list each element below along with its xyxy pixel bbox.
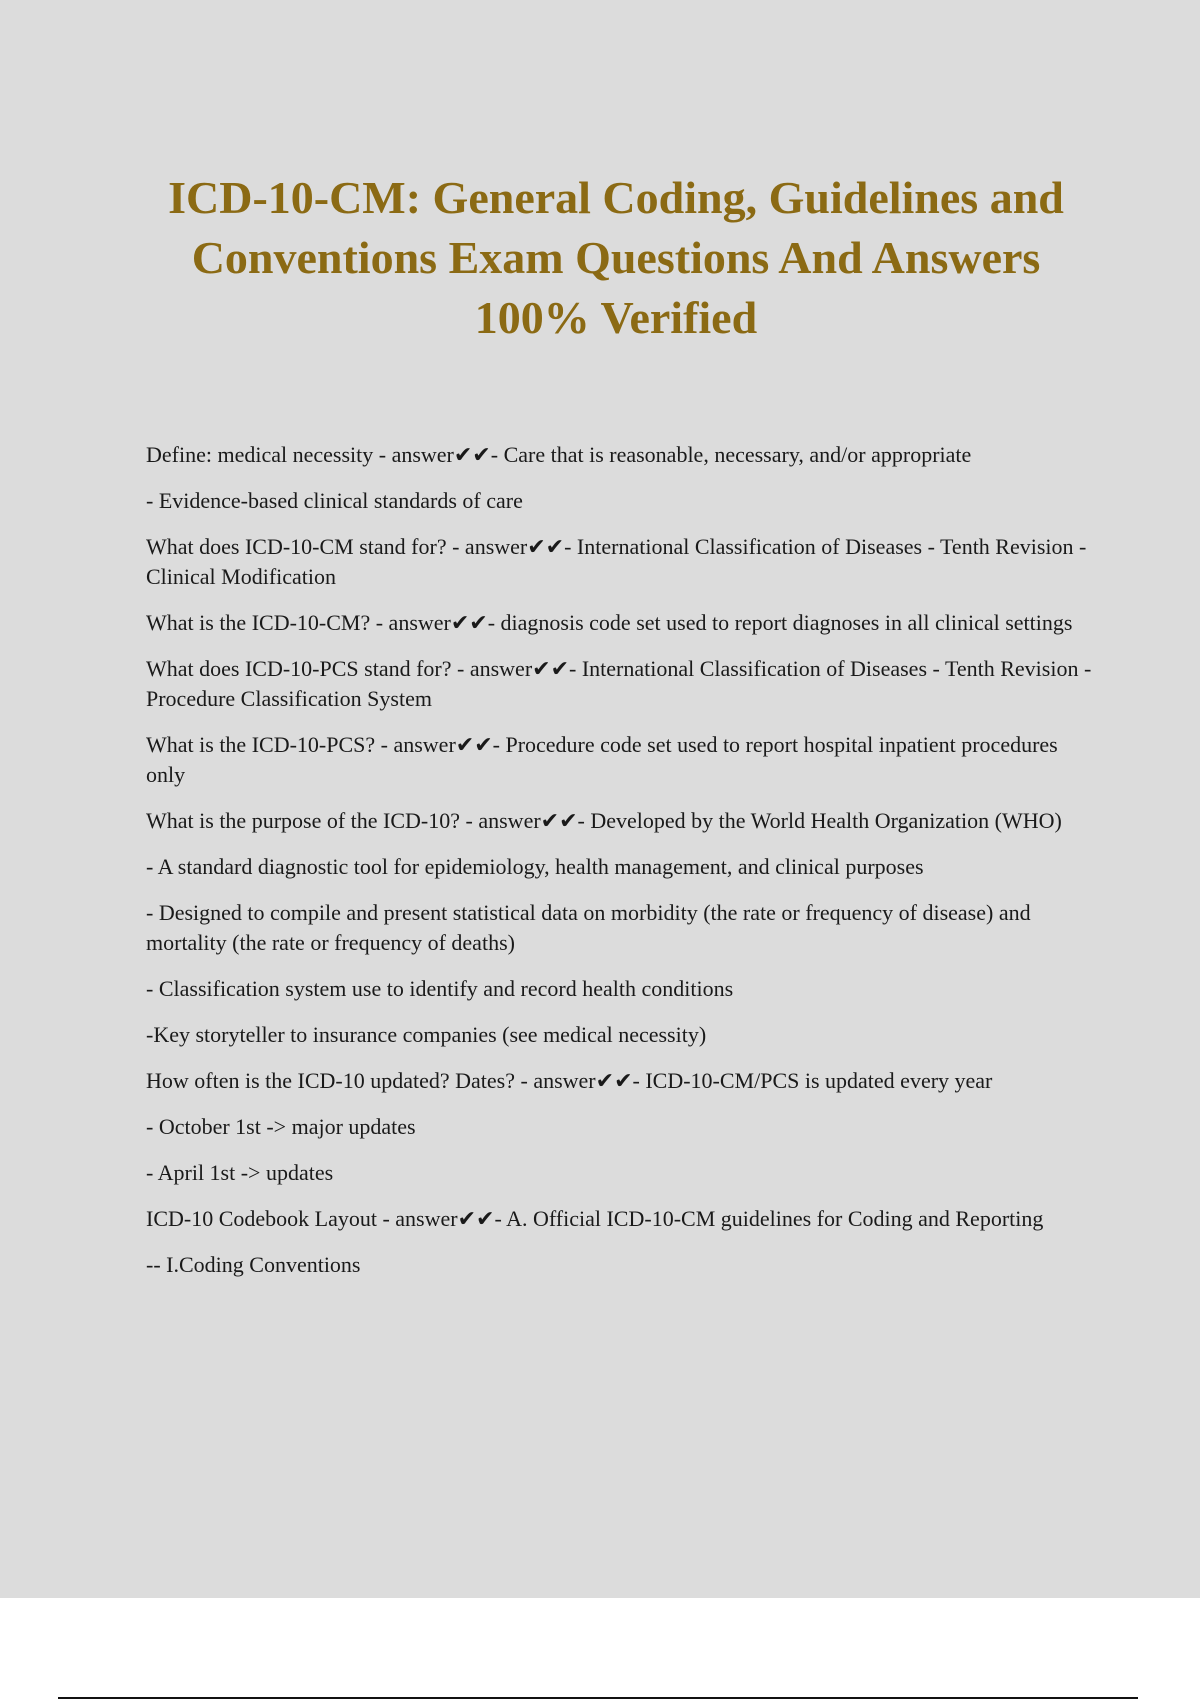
- qa-paragraph: - April 1st -> updates: [146, 1160, 334, 1185]
- qa-paragraph: Define: medical necessity - answer✔✔- Care that is reasonable, necessary, and/or appropriate: [146, 442, 972, 467]
- qa-paragraph: What is the ICD-10-CM? - answer✔✔- diagnosis code set used to report diagnoses in all clinical settings: [146, 610, 1073, 635]
- qa-paragraph: - Classification system use to identify and record health conditions: [146, 976, 734, 1001]
- qa-paragraph: - October 1st -> major updates: [146, 1114, 416, 1139]
- title-line-3: 100% Verified: [474, 292, 758, 343]
- title-line-2: Conventions Exam Questions And Answers: [191, 232, 1041, 283]
- qa-paragraph: What does ICD-10-CM stand for? - answer✔✔- International Classification of Diseases - Tenth Revision - Clinical Modification: [146, 534, 1087, 589]
- qa-paragraph: - Designed to compile and present statistical data on morbidity (the rate or frequency of disease) and mortality (the rate or frequency of deaths): [146, 900, 1031, 955]
- qa-paragraph: ICD-10 Codebook Layout - answer✔✔- A. Official ICD-10-CM guidelines for Coding and Reporting: [146, 1206, 1044, 1231]
- qa-paragraph: What is the purpose of the ICD-10? - answer✔✔- Developed by the World Health Organization (WHO): [146, 808, 1062, 833]
- qa-paragraph: What does ICD-10-PCS stand for? - answer✔✔- International Classification of Diseases - Tenth Revision - Procedure Classification System: [146, 656, 1092, 711]
- qa-paragraph: - Evidence-based clinical standards of care: [146, 488, 523, 513]
- qa-paragraph: -Key storyteller to insurance companies (see medical necessity): [146, 1022, 707, 1047]
- qa-paragraph: How often is the ICD-10 updated? Dates? - answer✔✔- ICD-10-CM/PCS is updated every year: [146, 1068, 993, 1093]
- title-line-1: ICD-10-CM: General Coding, Guidelines and: [168, 172, 1064, 223]
- document-body: [146, 440, 1096, 1296]
- footer-divider: [58, 1697, 1138, 1699]
- qa-paragraph: What is the ICD-10-PCS? - answer✔✔- Procedure code set used to report hospital inpatient procedures only: [146, 732, 1058, 787]
- qa-paragraph: - A standard diagnostic tool for epidemiology, health management, and clinical purposes: [146, 854, 924, 879]
- qa-paragraph: -- I.Coding Conventions: [146, 1252, 361, 1277]
- document-title: [100, 168, 1132, 348]
